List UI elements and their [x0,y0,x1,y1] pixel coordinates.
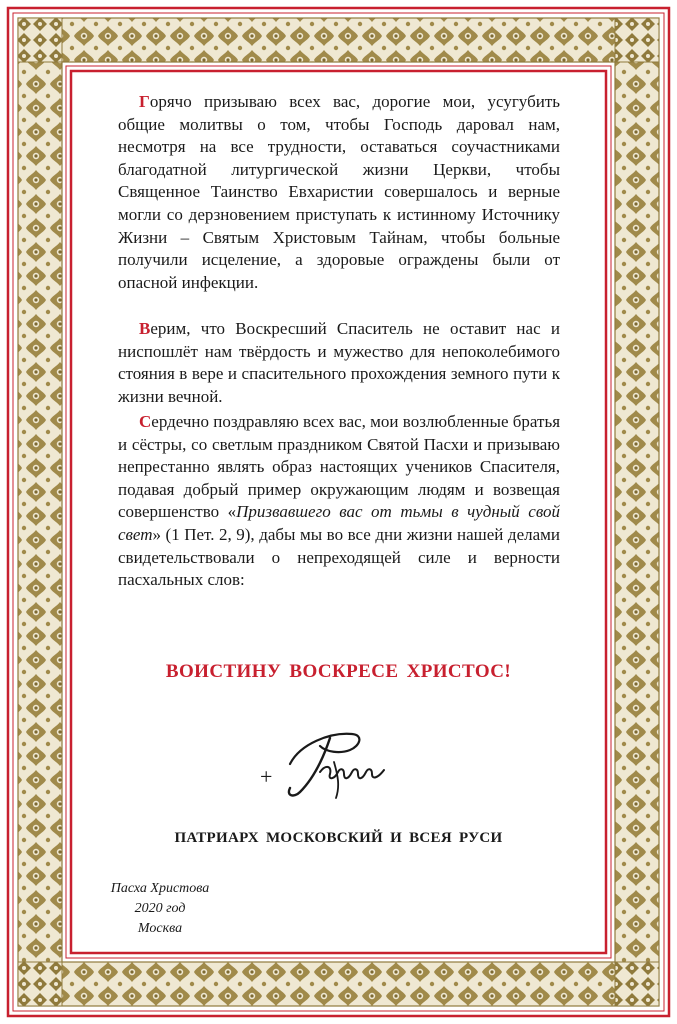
drop-initial: Г [139,92,150,111]
signature-cross: + [260,764,273,789]
paragraph-prayer [118,91,560,294]
easter-greeting: ВОИСТИНУ ВОСКРЕСЕ ХРИСТОС! [165,661,512,682]
paragraph-greeting [118,411,560,592]
signatory-title: ПАТРИАРХ МОСКОВСКИЙ И ВСЕЯ РУСИ [174,830,503,846]
occasion: Пасха Христова [110,881,210,896]
drop-initial: В [139,319,151,338]
scripture-quote: Призвавшего вас от тьмы в чудный свой свет [118,502,560,544]
drop-initial: С [139,412,152,431]
paragraph-text: ерим, что Воскресший Спаситель не оставит нас и ниспошлёт нам твёрдость и мужество для непоколебимого стояния в вере и спасительного прохождения земного пути к жизни вечной. [118,319,560,406]
handwritten-signature [260,726,420,804]
paragraph-text-end: » (1 Пет. 2, 9), дабы мы во все дни жизни нашей делами свидетельствовали о непреходящей силе и верности пасхальных слов: [118,524,560,590]
year: 2020 год [134,901,186,916]
place-and-date [90,879,230,939]
city: Москва [137,921,183,936]
paragraph-text: ердечно поздравляю всех вас, мои возлюбленные братья и сёстры, со светлым праздником Святой Пасхи и призываю непрестанно являть образ настоящих учеников Спасителя, подавая добрый пример окружающим людям и возвещая совершенство « [118,412,561,522]
paragraph-text: орячо призываю всех вас, дорогие мои, усугубить общие молитвы о том, чтобы Господь даровал нам, несмотря на все трудности, оставаться соучастниками благодатной литургической жизни Церкви, чтобы Священное Таинство Евхаристии совершалось и верные могли со дерзновением приступать к истинному Источнику Жизни – Святым Христовым Тайнам, чтобы больные получили исцеление, а здоровые ограждены были от опасной инфекции. [118,92,560,292]
letter-body [74,74,603,950]
paragraph-faith [118,318,560,408]
